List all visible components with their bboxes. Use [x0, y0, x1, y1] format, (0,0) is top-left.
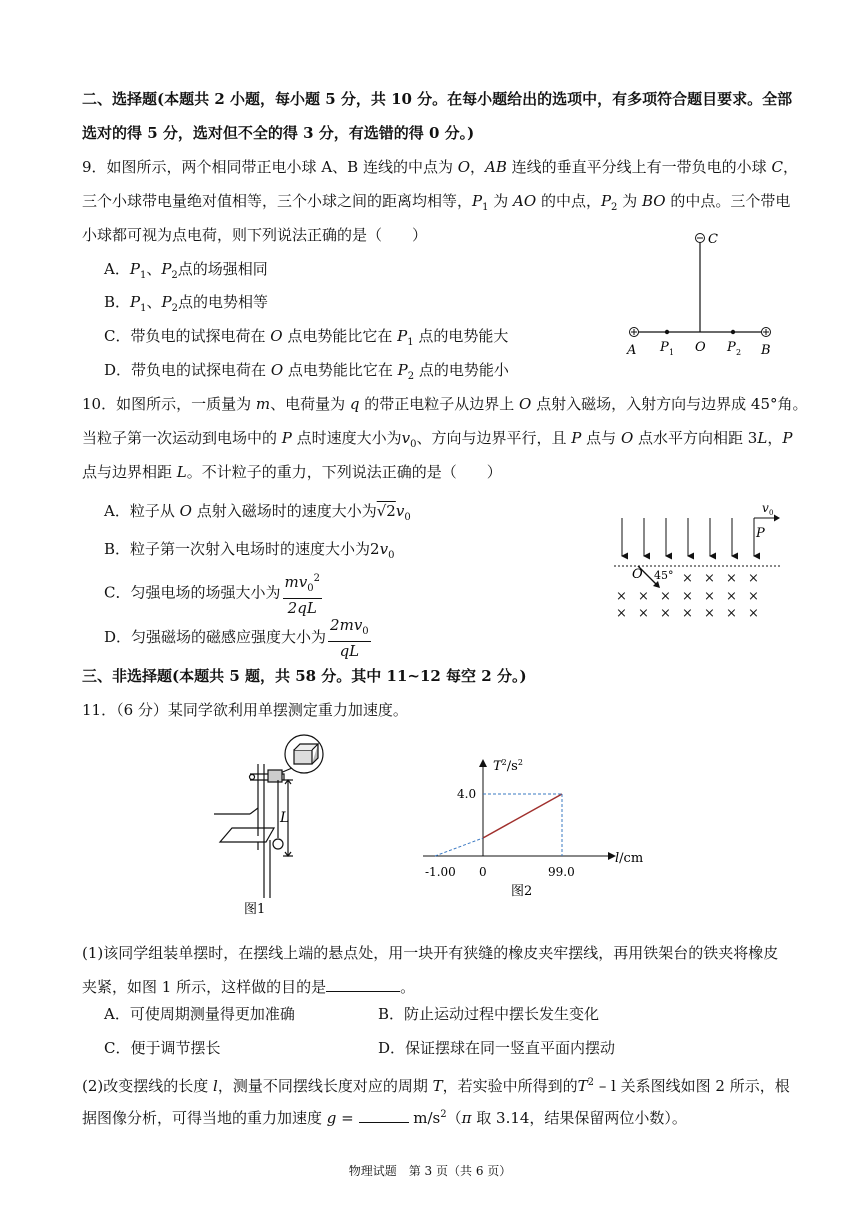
label-p1-sub: 1 [669, 348, 675, 357]
q9-stem-line2: 三个小球带电量绝对值相等，三个小球之间的距离均相等，$P_1$ 为 AO 的中点，$P_2$ 为 BO 的中点。三个带电 [82, 192, 791, 213]
svg-text:×: × [660, 589, 671, 604]
fraction-d: $\frac{2mv_0}{qL}$ [330, 616, 369, 660]
positive-charge-a-icon [630, 328, 639, 337]
page-footer: 物理试题 第 3 页（共 6 页） [348, 1164, 512, 1178]
label-c: C [708, 232, 718, 247]
positive-charge-b-icon [762, 328, 771, 337]
label-p: P [756, 526, 765, 541]
x-tick-99: 99.0 [548, 865, 575, 879]
svg-text:×: × [726, 606, 737, 621]
svg-text:×: × [638, 589, 649, 604]
label-p1: P [660, 340, 669, 355]
svg-text:×: × [726, 571, 737, 586]
q11-part2-line1: (2)改变摆线的长度 l，测量不同摆线长度对应的周期 T，若实验中所得到的$T^2$ – l 关系图线如图 2 所示，根 [82, 1077, 790, 1095]
q10-option-c: C．匀强电场的场强大小为 $\frac{mv_0^2}{2qL}$ [104, 570, 324, 617]
section3-heading: 三、非选择题(本题共 5 题，共 58 分。其中 11~12 每空 2 分。) [82, 667, 527, 685]
q11-intro: 11．（6 分）某同学欲利用单摆测定重力加速度。 [82, 701, 408, 719]
section2-heading-line2: 选对的得 5 分，选对但不全的得 3 分，有选错的得 0 分。) [82, 124, 475, 142]
q9-option-b: B．$P_1$、$P_2$点的电势相等 [104, 293, 268, 314]
svg-text:×: × [660, 606, 671, 621]
data-line [483, 794, 562, 838]
svg-text:×: × [638, 606, 649, 621]
section2-heading-line1: 二、选择题(本题共 2 小题，每小题 5 分，共 10 分。在每小题给出的选项中，有多项符合题目要求。全部 [82, 90, 793, 108]
label-a: A [627, 343, 637, 358]
negative-charge-c-icon [696, 234, 705, 243]
svg-text:×: × [704, 589, 715, 604]
q9-stem-line3: 小球都可视为点电荷，则下列说法正确的是（ ） [82, 226, 428, 244]
svg-text:×: × [616, 606, 627, 621]
figure2-caption: 图2 [511, 884, 533, 898]
q10-option-b: B．粒子第一次射入电场时的速度大小为$2v_0$ [104, 540, 395, 561]
label-o: O [695, 340, 706, 355]
x-tick-zero: 0 [479, 865, 487, 879]
q11-option-b: B．防止运动过程中摆长发生变化 [378, 1005, 600, 1023]
svg-text:×: × [682, 606, 693, 621]
q10-stem-line3: 点与边界相距 L。不计粒子的重力，下列说法正确的是（ ） [82, 463, 502, 481]
svg-text:×: × [748, 606, 759, 621]
svg-text:×: × [748, 571, 759, 586]
svg-text:×: × [616, 589, 627, 604]
q11-part2-line2: 据图像分析，可得当地的重力加速度 $g = m/s^2(\pi$ 取 3.14，结果保留两位小数）。 [82, 1109, 687, 1127]
x-tick-neg: -1.00 [425, 865, 456, 879]
q10-option-d: D．匀强磁场的磁感应强度大小为 $\frac{2mv_0}{qL}$ [104, 616, 369, 660]
q9-option-a: A．$P_1$、$P_2$点的场强相同 [104, 260, 268, 281]
svg-text:×: × [726, 589, 737, 604]
q11-option-c: C．便于调节摆长 [104, 1039, 221, 1057]
answer-blank-1[interactable] [326, 991, 400, 992]
electric-field-arrows [622, 518, 754, 556]
q9-stem-line1: 9．如图所示，两个相同带正电小球 A、B 连线的中点为 O，AB 连线的垂直平分线上有一带负电的小球 C， [82, 158, 798, 176]
q11-part1-line2: 夹紧，如图 1 所示，这样做的目的是 。 [82, 978, 416, 996]
q11-figure1-pendulum [212, 730, 340, 920]
label-v0-sub: 0 [769, 509, 774, 517]
q9-option-d: D．带负电的试探电荷在 O 点电势能比它在 $P_2$ 点的电势能小 [104, 361, 509, 382]
q10-option-a: A．粒子从 O 点射入磁场时的速度大小为$√2v_0$ [104, 502, 411, 523]
q11-part1-line1: (1)该同学组装单摆时，在摆线上端的悬点处，用一块开有狭缝的橡皮夹牢摆线，再用铁架台的铁夹将橡皮 [82, 944, 779, 962]
y-tick-4: 4.0 [457, 787, 477, 801]
extrapolated-dashed-line [435, 838, 483, 856]
figure1-caption: 图1 [244, 902, 266, 917]
label-p2-sub: 2 [736, 348, 742, 357]
x-axis-label: l/cm [615, 851, 644, 866]
q10-stem-line1: 10．如图所示，一质量为 m、电荷量为 q 的带正电粒子从边界上 O 点射入磁场，入射方向与边界成 45°角。 [82, 395, 808, 413]
q11-figure2-graph [415, 748, 655, 898]
q11-option-d: D．保证摆球在同一竖直平面内摆动 [378, 1039, 616, 1057]
svg-text:×: × [748, 589, 759, 604]
label-45-degree: 45° [654, 569, 674, 582]
label-o: O [632, 567, 643, 582]
label-p2: P [727, 340, 736, 355]
pendulum-bob-icon [273, 839, 283, 849]
point-p1-dot [665, 330, 669, 334]
q9-option-c: C．带负电的试探电荷在 O 点电势能比它在 $P_1$ 点的电势能大 [104, 327, 509, 348]
svg-text:×: × [682, 589, 693, 604]
label-b: B [761, 343, 771, 358]
svg-text:×: × [704, 606, 715, 621]
y-axis-label: $T^2/s^2$ [493, 758, 523, 774]
fraction-c: $\frac{mv_0^2}{2qL}$ [283, 570, 322, 617]
point-p2-dot [731, 330, 735, 334]
velocity-v0-arrow [754, 515, 780, 522]
q10-stem-line2: 当粒子第一次运动到电场中的 P 点时速度大小为$v_0$、方向与边界平行，且 P 点与 O 点水平方向相距 3L，P [82, 429, 793, 450]
q9-charge-figure [618, 228, 788, 360]
label-v0: v [762, 501, 769, 515]
svg-text:×: × [704, 571, 715, 586]
answer-blank-2[interactable] [359, 1122, 409, 1123]
q11-option-a: A．可使周期测量得更加准确 [104, 1005, 295, 1023]
q10-field-figure [612, 500, 784, 625]
svg-text:×: × [682, 571, 693, 586]
label-l: L [280, 810, 290, 826]
